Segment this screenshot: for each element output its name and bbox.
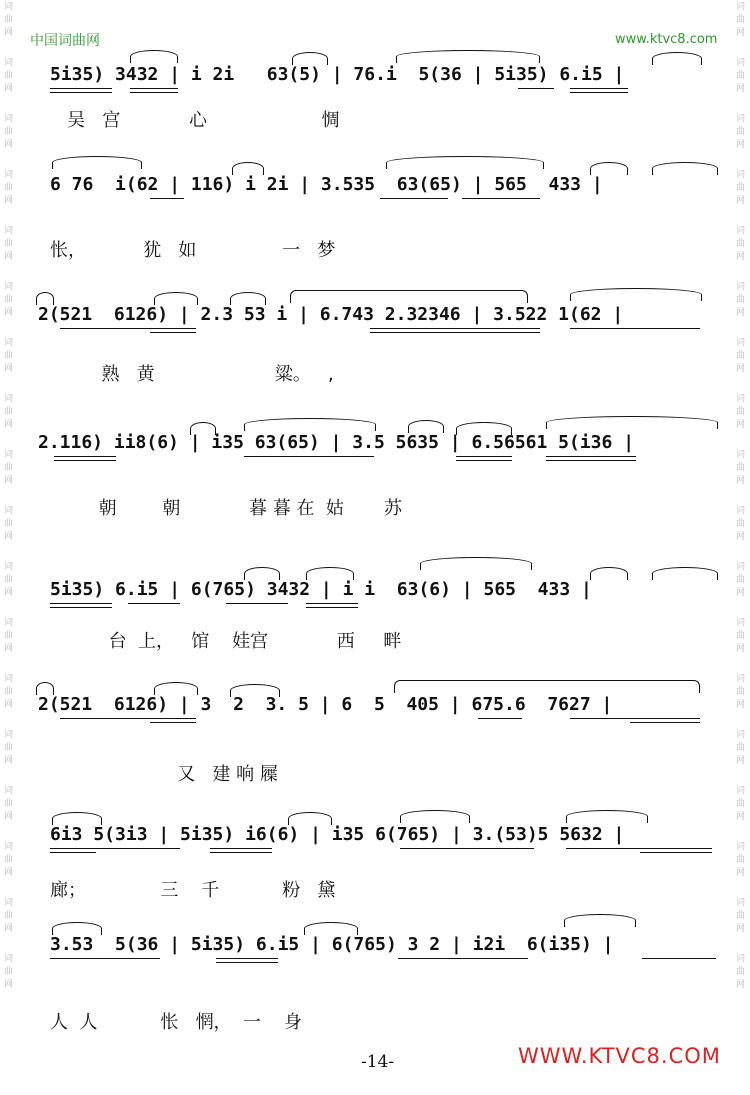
watermark-glyph: 词 (736, 170, 746, 180)
underline (370, 332, 540, 333)
watermark-glyph: 网 (4, 588, 14, 598)
watermark-glyph: 曲 (4, 295, 14, 305)
slur (652, 162, 718, 175)
slur (36, 292, 54, 305)
watermark-glyph: 词 (4, 562, 14, 572)
underline (150, 332, 196, 333)
underline (128, 603, 180, 604)
slur (130, 50, 178, 63)
underline (50, 852, 96, 853)
slur (400, 810, 470, 823)
slur (394, 680, 700, 693)
slur (52, 812, 102, 825)
site-url: www.ktvc8.com (615, 32, 718, 47)
watermark-glyph: 网 (4, 252, 14, 262)
watermark-glyph: 曲 (4, 575, 14, 585)
slur (386, 156, 544, 169)
underline (478, 718, 522, 719)
watermark-glyph: 曲 (736, 463, 746, 473)
underline (306, 603, 358, 604)
watermark-glyph: 网 (4, 196, 14, 206)
watermark-glyph: 词 (4, 170, 14, 180)
watermark-glyph: 词 (736, 730, 746, 740)
slur (290, 290, 528, 303)
watermark-glyph: 网 (4, 420, 14, 430)
underline (546, 456, 636, 457)
watermark-glyph: 曲 (736, 239, 746, 249)
underline (398, 958, 528, 959)
watermark-glyph: 网 (4, 84, 14, 94)
watermark-glyph: 词 (736, 2, 746, 12)
notation-text: 5i35) 6.i5 | 6(765) 3432 | i i 63(6) | 565 433 | (50, 579, 592, 600)
watermark-glyph: 曲 (4, 239, 14, 249)
underline (244, 456, 374, 457)
watermark-glyph: 网 (736, 140, 746, 150)
watermark-glyph: 曲 (736, 71, 746, 81)
watermark-glyph: 曲 (4, 183, 14, 193)
slur (230, 684, 280, 697)
underline (546, 460, 636, 461)
watermark-glyph: 曲 (4, 463, 14, 473)
watermark-glyph: 词 (736, 562, 746, 572)
watermark-glyph: 词 (4, 786, 14, 796)
underline (50, 603, 112, 604)
underline (640, 852, 712, 853)
slur (590, 162, 628, 175)
underline (370, 328, 540, 329)
music-system-8 (0, 920, 750, 1033)
slur (652, 52, 702, 65)
watermark-glyph: 网 (736, 84, 746, 94)
slur (288, 812, 332, 825)
watermark-glyph: 词 (4, 506, 14, 516)
notation-text: 2.116) ii8(6) | i35 63(65) | 3.5 5635 | 6.56561 5(i36 | (38, 432, 635, 453)
underline (380, 198, 448, 199)
watermark-glyph: 网 (4, 980, 14, 990)
watermark-glyph: 词 (736, 226, 746, 236)
watermark-glyph: 词 (4, 898, 14, 908)
watermark-glyph: 曲 (4, 631, 14, 641)
slur (154, 292, 198, 305)
slur (52, 156, 142, 169)
watermark-glyph: 曲 (4, 519, 14, 529)
notation-line (0, 565, 750, 615)
lyrics: 朝 朝 暮 暮 在 姑 苏 (70, 498, 402, 519)
watermark-glyph: 曲 (736, 855, 746, 865)
lyrics: 人 人 怅 惘， 一 身 (50, 1012, 302, 1033)
underline (570, 88, 628, 89)
watermark-glyph: 词 (736, 114, 746, 124)
watermark-glyph: 词 (736, 338, 746, 348)
underline (630, 722, 700, 723)
notation-text: 3.53 5(36 | 5i35) 6.i5 | 6(765) 3 2 | i2i 6(i35) | (50, 934, 614, 955)
watermark-glyph: 网 (736, 700, 746, 710)
watermark-glyph: 曲 (736, 407, 746, 417)
watermark-glyph: 网 (736, 812, 746, 822)
lyrics: 又 建 响 屧 (120, 764, 278, 785)
watermark-glyph: 网 (4, 532, 14, 542)
watermark-glyph: 网 (4, 924, 14, 934)
notation-line (0, 920, 750, 970)
watermark-glyph: 词 (736, 282, 746, 292)
slur (570, 288, 702, 301)
watermark-glyph: 词 (4, 338, 14, 348)
watermark-glyph: 词 (4, 394, 14, 404)
watermark-glyph: 词 (736, 450, 746, 460)
slur (190, 422, 216, 435)
music-system-3 (0, 290, 750, 400)
slur (36, 682, 54, 695)
watermark-glyph: 曲 (4, 855, 14, 865)
notation-text: 2(521 6126) | 2.3 53 i | 6.743 2.32346 | 3.522 1(62 | (38, 304, 624, 325)
slur (292, 52, 328, 65)
watermark-glyph: 网 (736, 756, 746, 766)
slur (154, 682, 198, 695)
watermark-glyph: 词 (736, 786, 746, 796)
watermark-glyph: 网 (736, 420, 746, 430)
lyrics: 廊； 三 千 粉 黛 (50, 880, 336, 901)
underline (50, 958, 160, 959)
music-system-2 (0, 160, 750, 270)
slur (546, 416, 718, 429)
notation-line (0, 50, 750, 100)
watermark-glyph: 曲 (4, 15, 14, 25)
underline (566, 848, 712, 849)
watermark-glyph: 词 (736, 58, 746, 68)
lyrics: 吴 宫 心 惆 (50, 110, 340, 131)
underline (50, 92, 112, 93)
watermark-glyph: 词 (736, 842, 746, 852)
watermark-glyph: 词 (4, 730, 14, 740)
underline (400, 848, 534, 849)
slur (564, 914, 636, 927)
watermark-glyph: 网 (736, 308, 746, 318)
footer-url-graphic: WWW.KTVC8.COM (518, 1044, 721, 1068)
watermark-glyph: 曲 (736, 295, 746, 305)
watermark-glyph: 网 (736, 588, 746, 598)
underline (518, 88, 554, 89)
watermark-glyph: 词 (4, 674, 14, 684)
watermark-glyph: 曲 (736, 127, 746, 137)
music-system-6 (0, 680, 750, 790)
watermark-glyph: 网 (4, 28, 14, 38)
watermark-glyph: 网 (736, 980, 746, 990)
watermark-glyph: 曲 (4, 743, 14, 753)
notation-text: 5i35) 3432 | i 2i 63(5) | 76.i 5(36 | 5i35) 6.i5 | (50, 64, 625, 85)
music-system-4 (0, 418, 750, 528)
slur (408, 420, 444, 433)
watermark-glyph: 曲 (736, 519, 746, 529)
slur (244, 567, 280, 580)
watermark-glyph: 网 (736, 364, 746, 374)
watermark-glyph: 网 (736, 252, 746, 262)
watermark-glyph: 曲 (4, 71, 14, 81)
underline (130, 88, 178, 89)
watermark-glyph: 网 (736, 924, 746, 934)
slur (396, 50, 540, 63)
slur (306, 567, 354, 580)
watermark-glyph: 曲 (736, 799, 746, 809)
notation-text: 6i3 5(3i3 | 5i35) i6(6) | i35 6(765) | 3.(53)5 5632 | (50, 824, 625, 845)
watermark-glyph: 词 (4, 618, 14, 628)
slur (232, 162, 264, 175)
watermark-glyph: 词 (736, 506, 746, 516)
underline (642, 958, 716, 959)
watermark-glyph: 词 (4, 226, 14, 236)
watermark-glyph: 曲 (736, 687, 746, 697)
watermark-glyph: 网 (4, 644, 14, 654)
watermark-glyph: 网 (4, 476, 14, 486)
watermark-glyph: 词 (736, 898, 746, 908)
watermark-glyph: 曲 (4, 911, 14, 921)
slur (304, 922, 358, 935)
music-system-7 (0, 810, 750, 920)
watermark-glyph: 网 (736, 532, 746, 542)
lyrics: 台 上， 馆 娃宫 西 畔 (80, 631, 402, 652)
watermark-glyph: 网 (4, 308, 14, 318)
slur (652, 567, 718, 580)
slur (52, 922, 102, 935)
underline (50, 88, 112, 89)
watermark-glyph: 曲 (736, 743, 746, 753)
watermark-glyph: 曲 (736, 15, 746, 25)
underline (60, 328, 196, 329)
underline (306, 607, 358, 608)
watermark-glyph: 网 (4, 140, 14, 150)
watermark-glyph: 词 (4, 58, 14, 68)
underline (462, 198, 540, 199)
underline (216, 958, 278, 959)
underline (210, 852, 272, 853)
music-system-1 (0, 50, 750, 160)
watermark-glyph: 网 (736, 644, 746, 654)
underline (210, 848, 272, 849)
slur (420, 557, 532, 570)
watermark-glyph: 曲 (4, 687, 14, 697)
watermark-glyph: 词 (4, 282, 14, 292)
underline (50, 607, 112, 608)
watermark-glyph: 词 (736, 954, 746, 964)
underline (60, 718, 196, 719)
underline (456, 460, 512, 461)
watermark-glyph: 网 (4, 700, 14, 710)
slur (566, 810, 648, 823)
watermark-glyph: 词 (736, 618, 746, 628)
watermark-glyph: 网 (4, 756, 14, 766)
watermark-glyph: 网 (4, 812, 14, 822)
notation-text: 2(521 6126) | 3 2 3. 5 | 6 5 405 | 675.6 7627 | (38, 694, 613, 715)
watermark-glyph: 网 (4, 364, 14, 374)
watermark-glyph: 曲 (736, 351, 746, 361)
slur (590, 567, 628, 580)
lyrics: 熟 黄 粱。 , (50, 364, 334, 385)
watermark-glyph: 词 (4, 954, 14, 964)
watermark-glyph: 网 (736, 868, 746, 878)
lyrics: 怅， 犹 如 一 梦 (50, 240, 336, 261)
underline (50, 848, 180, 849)
slur (230, 292, 266, 305)
page-number: -14- (361, 1052, 395, 1072)
watermark-glyph: 曲 (4, 799, 14, 809)
underline (130, 92, 178, 93)
music-system-5 (0, 565, 750, 675)
slur (456, 422, 512, 435)
watermark-glyph: 词 (4, 2, 14, 12)
underline (54, 460, 116, 461)
underline (150, 198, 184, 199)
watermark-glyph: 网 (4, 868, 14, 878)
underline (54, 456, 116, 457)
watermark-glyph: 词 (4, 450, 14, 460)
watermark-glyph: 网 (736, 476, 746, 486)
underline (150, 722, 196, 723)
watermark-glyph: 曲 (4, 351, 14, 361)
watermark-glyph: 词 (4, 842, 14, 852)
underline (216, 962, 278, 963)
watermark-glyph: 曲 (736, 575, 746, 585)
underline (570, 718, 700, 719)
site-name: 中国词曲网 (30, 33, 100, 49)
watermark-glyph: 曲 (736, 967, 746, 977)
watermark-glyph: 网 (736, 196, 746, 206)
watermark-glyph: 曲 (4, 127, 14, 137)
underline (570, 92, 628, 93)
underline (226, 603, 288, 604)
watermark-glyph: 曲 (736, 631, 746, 641)
watermark-glyph: 词 (736, 394, 746, 404)
watermark-glyph: 曲 (736, 911, 746, 921)
watermark-glyph: 词 (736, 674, 746, 684)
watermark-glyph: 曲 (736, 183, 746, 193)
watermark-glyph: 词 (4, 114, 14, 124)
underline (570, 328, 700, 329)
notation-text: 6 76 i(62 | 116) i 2i | 3.535 63(65) | 565 433 | (50, 174, 603, 195)
underline (456, 456, 512, 457)
slur (244, 418, 376, 431)
watermark-glyph: 网 (736, 28, 746, 38)
watermark-glyph: 曲 (4, 407, 14, 417)
watermark-glyph: 曲 (4, 967, 14, 977)
